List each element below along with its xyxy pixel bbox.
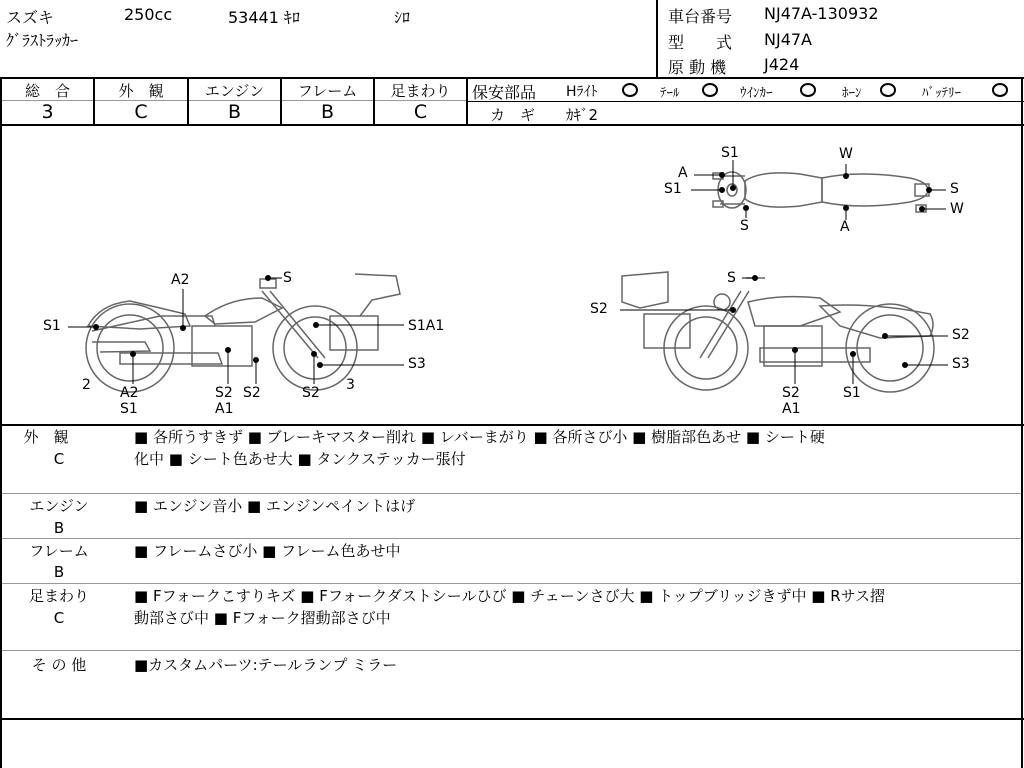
type-value: NJ47A bbox=[764, 30, 812, 49]
total-label: 総 合 bbox=[24, 82, 70, 100]
frame-grade: B bbox=[320, 101, 335, 123]
header-divider bbox=[656, 0, 658, 77]
section-text: 動部さび中 ■ Fフォーク摺動部さび中 bbox=[134, 609, 391, 627]
mark-label: S bbox=[950, 181, 959, 197]
mark-label: W bbox=[950, 201, 964, 217]
section-text: 化中 ■ シート色あせ大 ■ タンクステッカー張付 bbox=[134, 450, 466, 468]
tail-ok-icon bbox=[702, 83, 718, 97]
mark-label: S bbox=[727, 270, 736, 286]
mileage: 53441 ｷﾛ bbox=[228, 8, 300, 27]
mark-label: 2 bbox=[82, 377, 91, 393]
section-grade: B bbox=[53, 563, 65, 581]
headlight-label: Hﾗｲﾄ bbox=[566, 84, 598, 100]
mark-label: A2 bbox=[171, 272, 190, 288]
section-title: 外 観 bbox=[23, 428, 69, 446]
section-grade: C bbox=[53, 450, 65, 468]
mark-label: A bbox=[678, 165, 688, 181]
divider bbox=[2, 538, 1021, 539]
damage-diagram bbox=[0, 126, 1022, 424]
mark-label: A1 bbox=[215, 401, 234, 417]
section-text: ■ エンジン音小 ■ エンジンペイントはげ bbox=[134, 497, 416, 515]
winker-label: ｳｲﾝｶｰ bbox=[740, 86, 773, 101]
section-text: ■ Fフォークこすりキズ ■ Fフォークダストシールひび ■ チェーンさび大 ■ トップブリッジきず中 ■ Rサス摺 bbox=[134, 587, 886, 605]
color: ｼﾛ bbox=[394, 8, 411, 27]
safety-parts-label: 保安部品 bbox=[472, 83, 537, 102]
mark-label: S2 bbox=[215, 385, 233, 401]
suspension-label: 足まわり bbox=[390, 82, 451, 100]
suspension-grade: C bbox=[413, 101, 428, 123]
engine-model-label: 原 動 機 bbox=[668, 58, 727, 77]
horn-ok-icon bbox=[880, 83, 896, 97]
divider bbox=[467, 101, 1024, 102]
mark-label: S bbox=[740, 218, 749, 234]
section-grade: B bbox=[53, 519, 65, 537]
engine-label: エンジン bbox=[204, 82, 265, 100]
divider bbox=[0, 718, 1024, 720]
mark-label: S2 bbox=[243, 385, 261, 401]
section-title: そ の 他 bbox=[31, 656, 87, 674]
mark-label: S1 bbox=[721, 145, 739, 161]
section-text: ■ 各所うすきず ■ ブレーキマスター削れ ■ レバーまがり ■ 各所さび小 ■ 樹脂部色あせ ■ シート硬 bbox=[134, 428, 825, 446]
section-title: フレーム bbox=[29, 542, 89, 560]
mark-label: 3 bbox=[346, 377, 355, 393]
key-label: カ ギ bbox=[490, 106, 536, 124]
divider bbox=[466, 77, 468, 125]
key-value: ｶｷﾞ2 bbox=[566, 106, 599, 124]
mark-label: S1A1 bbox=[408, 318, 445, 334]
section-grade: C bbox=[53, 609, 65, 627]
mark-label: S1 bbox=[843, 385, 861, 401]
mark-label: A bbox=[840, 219, 850, 235]
mark-label: S2 bbox=[302, 385, 320, 401]
type-label: 型 式 bbox=[668, 33, 733, 52]
battery-ok-icon bbox=[992, 83, 1008, 97]
tail-label: ﾃｰﾙ bbox=[660, 86, 680, 101]
horn-label: ﾎｰﾝ bbox=[842, 86, 862, 101]
section-title: エンジン bbox=[29, 497, 89, 515]
headlight-ok-icon bbox=[622, 83, 638, 97]
section-title: 足まわり bbox=[28, 587, 89, 605]
divider bbox=[2, 493, 1021, 494]
mark-label: W bbox=[839, 146, 853, 162]
section-text: ■カスタムパーツ:テールランプ ミラー bbox=[134, 656, 398, 674]
displacement: 250cc bbox=[124, 5, 173, 24]
mark-label: S1 bbox=[43, 318, 61, 334]
bike-right-side bbox=[622, 272, 934, 392]
mark-label: S3 bbox=[408, 356, 426, 372]
total-grade: 3 bbox=[41, 101, 54, 123]
section-text: ■ フレームさび小 ■ フレーム色あせ中 bbox=[134, 542, 401, 560]
divider bbox=[0, 77, 1024, 79]
mark-label: S1 bbox=[664, 181, 682, 197]
exterior-label: 外 観 bbox=[118, 82, 164, 100]
mark-label: S2 bbox=[590, 301, 608, 317]
mark-label: S bbox=[283, 270, 292, 286]
mark-label: A1 bbox=[782, 401, 801, 417]
frame-label: フレーム bbox=[297, 82, 358, 100]
divider bbox=[2, 583, 1021, 584]
mark-label: S2 bbox=[952, 327, 970, 343]
divider bbox=[2, 650, 1021, 651]
mark-label: S3 bbox=[952, 356, 970, 372]
exterior-grade: C bbox=[134, 101, 148, 123]
battery-label: ﾊﾞｯﾃﾘｰ bbox=[922, 86, 961, 101]
engine-model-value: J424 bbox=[764, 55, 800, 74]
mark-label: A2 bbox=[120, 385, 139, 401]
maker: スズキ bbox=[6, 8, 55, 27]
engine-grade: B bbox=[227, 101, 242, 123]
frame-no-label: 車台番号 bbox=[668, 7, 733, 26]
mark-label: S1 bbox=[120, 401, 138, 417]
model-name: ｸﾞﾗｽﾄﾗｯｶｰ bbox=[6, 31, 79, 50]
winker-ok-icon bbox=[800, 83, 816, 97]
frame-no: NJ47A-130932 bbox=[764, 4, 879, 23]
mark-label: S2 bbox=[782, 385, 800, 401]
